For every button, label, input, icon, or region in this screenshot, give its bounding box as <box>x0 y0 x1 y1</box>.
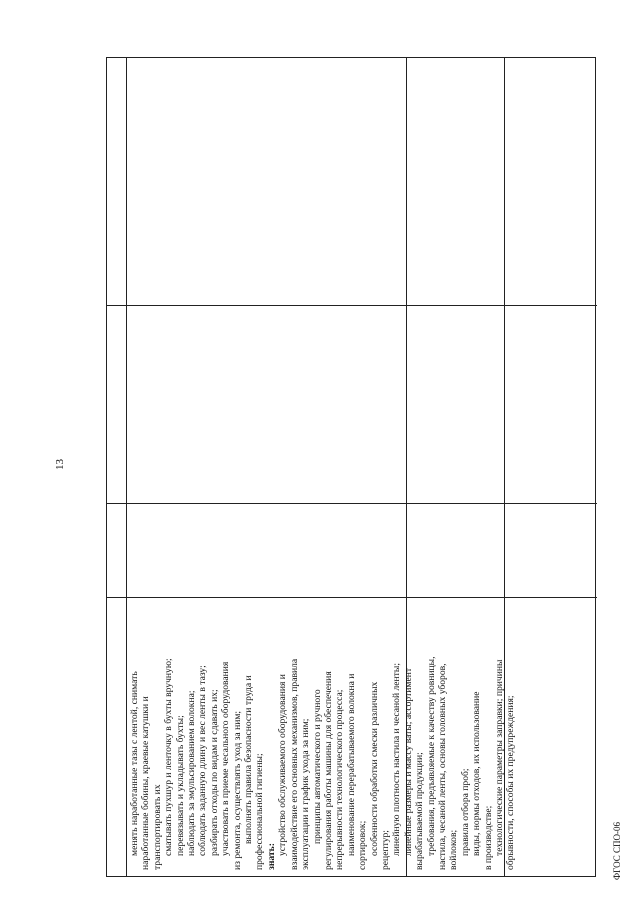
section-heading: знать: <box>265 843 277 870</box>
text-line: сортировок; <box>357 820 369 870</box>
text-line: виды, нормы отходов, их использование <box>471 691 483 856</box>
table-row-2 <box>127 58 517 876</box>
column-divider <box>505 597 597 598</box>
column-divider <box>505 305 597 306</box>
column-divider <box>107 597 126 598</box>
text-line: настила, чесаной ленты, основы головных уборов, <box>436 663 448 870</box>
text-line: рецептур; <box>379 830 391 870</box>
text-line: взаимодействие его основных механизмов, правила <box>288 658 300 870</box>
text-line: линейную плотность настила и чесаной ленты; <box>391 663 403 856</box>
column-divider <box>107 305 126 306</box>
text-line: вырабатываемой продукции; <box>414 752 426 870</box>
document-footer: ФГОС СПО-06 <box>612 822 622 880</box>
text-line: выполнять правила безопасности труда и <box>243 675 255 844</box>
text-line: транспортировать их <box>151 784 163 870</box>
text-line: разбирать отходы по видам и сдавать их; <box>208 689 220 856</box>
text-line: соблюдать заданную длину и вес ленты в тазу; <box>197 665 209 856</box>
column-divider <box>505 503 597 504</box>
column-divider <box>407 305 504 306</box>
column-divider <box>127 503 406 504</box>
requirements-cell <box>129 604 517 870</box>
text-line: наблюдать за эмульсированием волокна; <box>186 690 198 856</box>
text-line: устройство обслуживаемого оборудования и <box>277 674 289 856</box>
table-row-4 <box>505 58 597 876</box>
column-divider <box>127 597 406 598</box>
text-line: наименование перерабатываемого волокна и <box>345 673 357 856</box>
text-line: линейные размеры и массу ваты; ассортимент <box>402 667 414 856</box>
text-line: профессиональной гигиены; <box>254 753 266 870</box>
text-line: перевязывать и укладывать бухты; <box>174 715 186 856</box>
text-line: войлоков; <box>448 829 460 870</box>
text-line: регулирования работы машины для обеспечения <box>322 671 334 870</box>
text-line: в производстве; <box>482 805 494 870</box>
text-line: требования, предъявляемые к качеству ровницы, <box>425 656 437 856</box>
text-line: участвовать в приеме чесального оборудования <box>220 661 232 856</box>
text-line: технологические параметры заправки; причины <box>494 659 505 856</box>
text-line: наработанные бобины, краевые катушки и <box>140 696 152 870</box>
table-row-3 <box>407 58 505 876</box>
text-line: из ремонта, осуществлять уход за ним; <box>231 710 243 870</box>
column-divider <box>407 503 504 504</box>
text-line: принципы автоматического и ручного <box>311 689 323 844</box>
text-line: непрерывности технологического процесса; <box>334 689 346 870</box>
text-line: эксплуатации и график ухода за ним; <box>300 718 312 870</box>
page-number: 13 <box>54 459 66 470</box>
text-line: менять наработанные тазы с лентой, снимать <box>129 671 140 856</box>
table-row-1 <box>107 58 127 876</box>
text-line: обрывности, способы их предупреждения; <box>505 695 517 870</box>
column-divider <box>107 503 126 504</box>
column-divider <box>127 305 406 306</box>
text-line: особенности обработки смески различных <box>368 681 380 856</box>
column-divider <box>407 597 504 598</box>
text-line: правила отбора проб; <box>459 768 471 856</box>
competency-table <box>106 57 596 877</box>
text-line: сматывать пухшур и ленточку в бухты вручную; <box>163 658 175 856</box>
